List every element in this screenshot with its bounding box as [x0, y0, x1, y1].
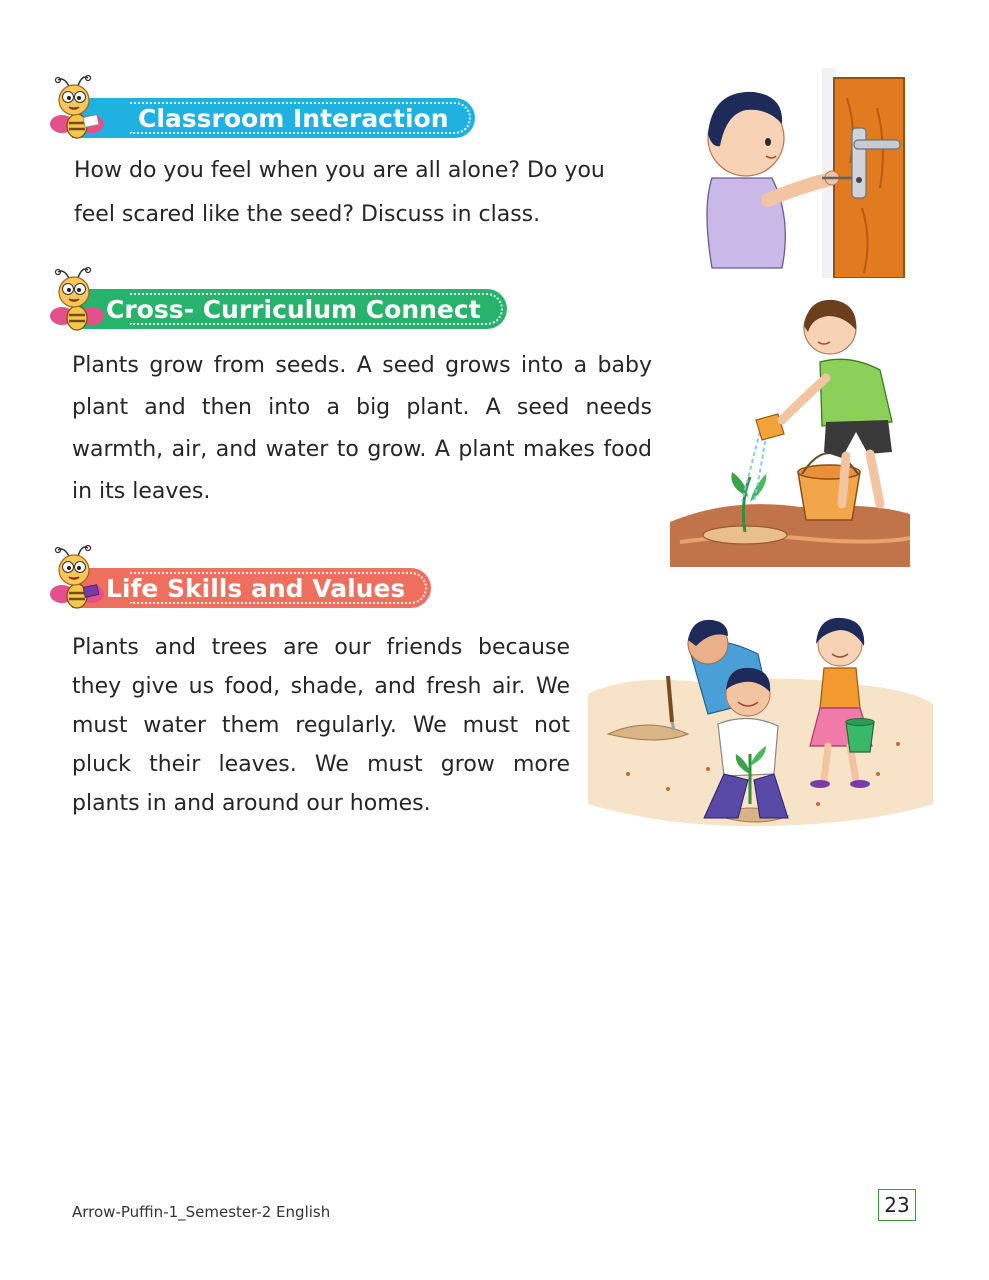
life-skills-heading	[72, 568, 431, 608]
classroom-interaction-heading-text: Classroom Interaction	[138, 103, 449, 133]
classroom-interaction-heading	[72, 98, 475, 138]
bee-mascot-icon	[48, 264, 120, 336]
life-skills-body: Plants and trees are our friends because they give us food, shade, and fresh air. We must water them regularly. We must not pluck their leaves. We must grow more plants in and around our homes.	[72, 635, 570, 816]
bee-mascot-icon	[48, 72, 120, 144]
cross-curriculum-heading	[72, 289, 507, 329]
cross-curriculum-heading-text: Cross- Curriculum Connect	[106, 294, 481, 324]
book-title-footer: Arrow-Puffin-1_Semester-2 English	[72, 1203, 331, 1221]
boy-watering-plant-illustration	[670, 292, 910, 567]
life-skills-heading-text: Life Skills and Values	[106, 573, 406, 603]
page-number: 23	[878, 1189, 916, 1221]
children-planting-illustration	[588, 604, 933, 839]
cross-curriculum-body: Plants grow from seeds. A seed grows into a baby plant and then into a big plant. A seed needs warmth, air, and water to grow. A plant makes food in its leaves.	[72, 353, 652, 504]
classroom-interaction-line-1: How do you feel when you are all alone? Do you	[74, 158, 605, 183]
bee-mascot-icon	[48, 542, 120, 614]
classroom-interaction-line-2: feel scared like the seed? Discuss in class.	[74, 202, 541, 227]
child-opening-door-illustration	[672, 68, 912, 278]
